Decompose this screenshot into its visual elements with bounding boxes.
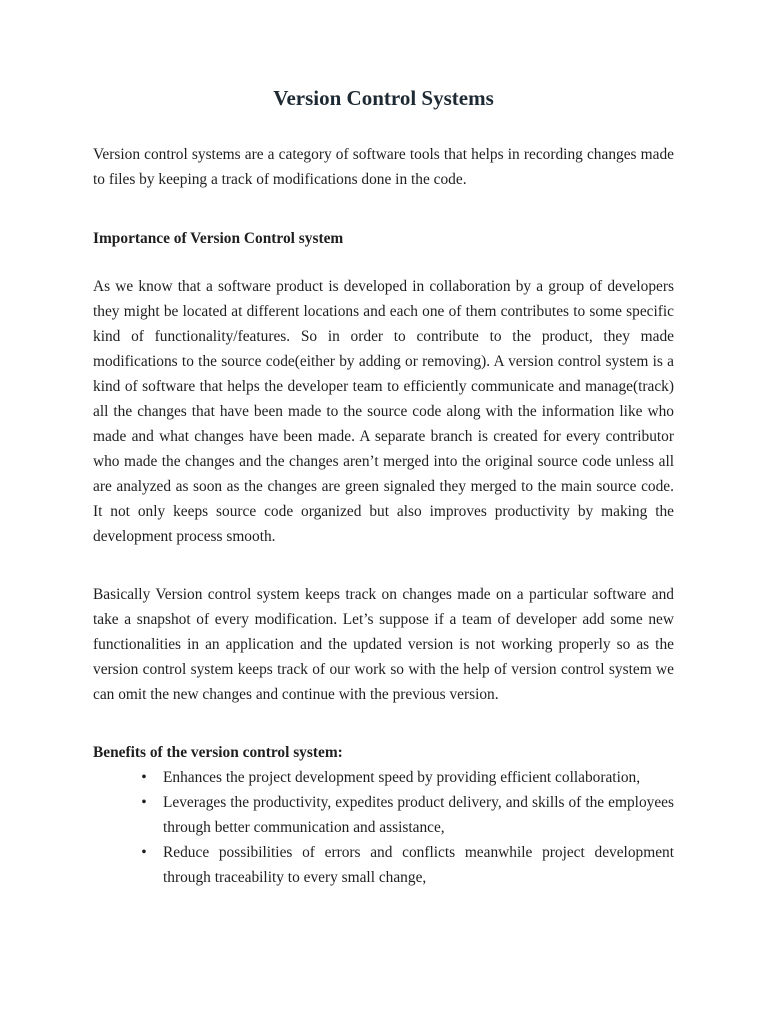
list-item-text: Enhances the project development speed by providing efficient collaboration, [163,769,641,786]
bullet-icon: • [141,794,147,811]
list-item-text: Reduce possibilities of errors and conflicts meanwhile project development through traceability to every small change, [163,844,674,886]
body-paragraph-collaboration: As we know that a software product is developed in collaboration by a group of developers they might be located at different locations and each one of them contributes to some specific kind of functionality/features. So in order to contribute to the product, they made modifications to the source code(either by adding or removing). A version control system is a kind of software that helps the developer team to efficiently communicate and manage(track) all the changes that have been made to the source code along with the information like who made and what changes have been made. A separate branch is created for every contributor who made the changes and the changes aren’t merged into the original source code unless all are analyzed as soon as the changes are green signaled they merged to the main source code. It not only keeps source code organized but also improves productivity by making the development process smooth. [93,278,674,545]
importance-heading: Importance of Version Control system [93,230,344,247]
list-item [93,840,674,890]
bullet-icon: • [141,769,147,786]
intro-paragraph: Version control systems are a category of software tools that helps in recording changes made to files by keeping a track of modifications done in the code. [93,146,674,188]
page-title: Version Control Systems [273,86,494,110]
benefits-heading: Benefits of the version control system: [93,744,343,761]
list-item [93,790,674,840]
list-item-text: Leverages the productivity, expedites product delivery, and skills of the employees through better communication and assistance, [163,794,674,836]
benefits-list [93,765,674,890]
list-item [93,765,674,790]
body-paragraph-snapshot: Basically Version control system keeps track on changes made on a particular software and take a snapshot of every modification. Let’s suppose if a team of developer add some new functionalities in an application and the updated version is not working properly so as the version control system keeps track of our work so with the help of version control system we can omit the new changes and continue with the previous version. [93,586,674,703]
bullet-icon: • [141,844,147,861]
